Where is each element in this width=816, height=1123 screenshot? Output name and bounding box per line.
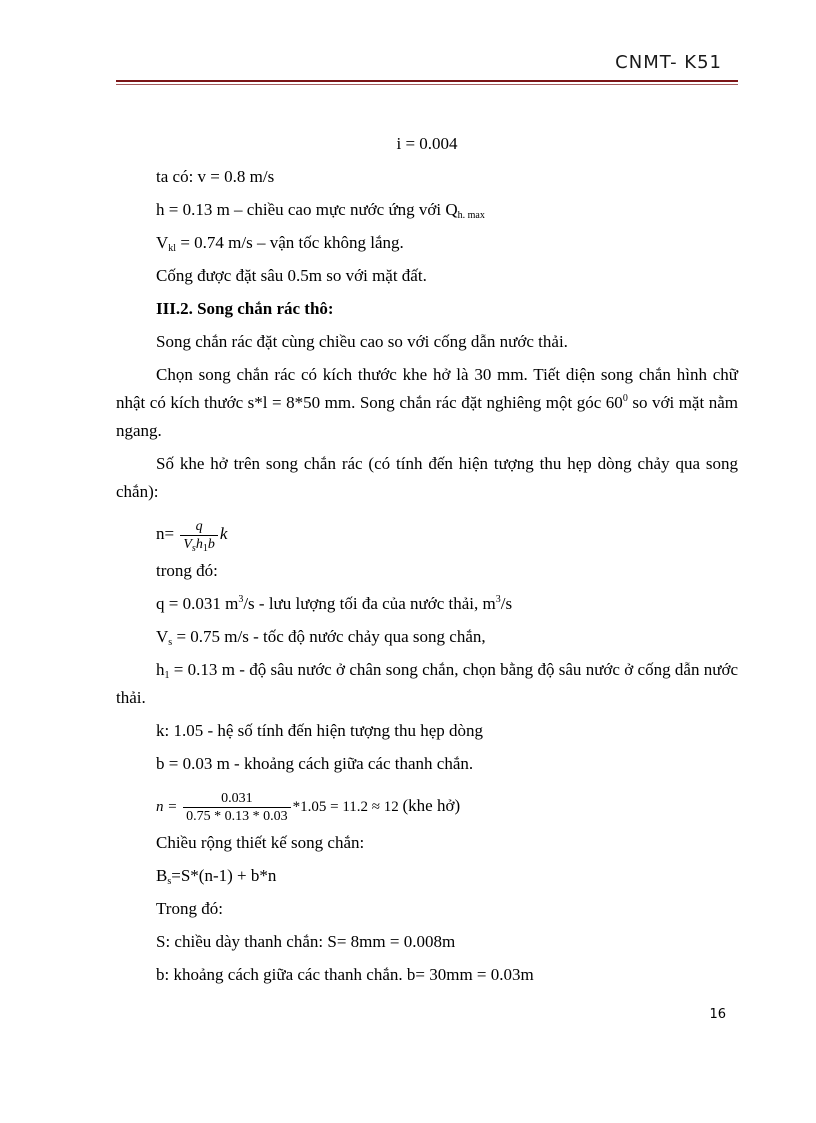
flow-sup-2: 3 [495, 594, 501, 605]
den-h-sub: 1 [202, 542, 208, 554]
vkl-sub: kl [168, 243, 177, 254]
formula-result [116, 783, 738, 829]
h1-line [116, 656, 738, 712]
formula-result-note: (khe hở) [402, 796, 461, 815]
water-depth-text: h = 0.13 m – chiều cao mực nước ứng với Q [156, 200, 458, 219]
formula-result-numerator: 0.031 [183, 790, 291, 808]
bs-expression: =S*(n-1) + b*n [171, 866, 277, 885]
formula-gaps-lhs: n= [156, 524, 175, 543]
b2-line: b: khoảng cách giữa các thanh chắn. b= 30mm = 0.03m [156, 965, 534, 984]
formula-gaps [116, 511, 738, 557]
header-rule [116, 80, 738, 82]
bs-sub: s [167, 876, 172, 887]
water-depth-sub: h. max [457, 210, 485, 221]
no-settle-velocity-line [116, 229, 738, 257]
flow-rate-text: q = 0.031 m [156, 594, 239, 613]
flow-rate-desc: /s - lưu lượng tối đa của nước thải, m [243, 594, 496, 613]
den-b: b [207, 536, 215, 552]
h1-sub: 1 [164, 670, 170, 681]
h1-symbol: h [156, 660, 165, 679]
den-v: V [183, 536, 192, 552]
paragraph-1: Song chắn rác đặt cùng chiều cao so với cống dẫn nước thải. [156, 332, 568, 351]
velocity-line: ta có: v = 0.8 m/s [156, 167, 275, 186]
bs-symbol: B [156, 866, 168, 885]
flow-sup-1: 3 [238, 594, 244, 605]
formula-result-lhs: n = [156, 799, 178, 815]
vs-sub: s [168, 637, 173, 648]
paragraph-2 [116, 361, 738, 445]
slope-line: i = 0.004 [396, 134, 458, 153]
formula-gaps-k: k [219, 524, 228, 543]
paragraph-3: Số khe hở trên song chắn rác (có tính đến hiện tượng thu hẹp dòng chảy qua song chắn): [116, 454, 738, 501]
formula-result-denominator: 0.75 * 0.13 * 0.03 [186, 809, 288, 825]
formula-result-fraction [183, 790, 291, 825]
paragraph-2-text: Chọn song chắn rác có kích thước khe hở là 30 mm. Tiết diện song chắn hình chữ nhật có kích thước s*l = 8*50 mm. Song chắn rác đặt nghiêng một góc 60 [116, 365, 738, 412]
vs-text: = 0.75 m/s - tốc độ nước chảy qua song chắn, [172, 627, 486, 646]
pipe-depth-line: Cống được đặt sâu 0.5m so với mặt đất. [156, 266, 427, 285]
h1-text: = 0.13 m - độ sâu nước ở chân song chắn, chọn bằng độ sâu nước ở cống dẫn nước thải. [116, 660, 738, 707]
formula-gaps-fraction [180, 518, 217, 553]
k-line: k: 1.05 - hệ số tính đến hiện tượng thu hẹp dòng [156, 721, 484, 740]
formula-result-rhs: *1.05 = 11.2 ≈ 12 [292, 799, 399, 815]
paragraph-2-end: so với mặt nằm ngang. [116, 393, 738, 440]
degree-sup: 0 [622, 393, 628, 404]
b-line: b = 0.03 m - khoảng cách giữa các thanh chắn. [156, 754, 474, 773]
s-line: S: chiều dày thanh chắn: S= 8mm = 0.008m [156, 932, 456, 951]
water-depth-line [116, 196, 738, 224]
vs-line [116, 623, 738, 651]
flow-rate-unit: /s [500, 594, 513, 613]
where-label: trong đó: [156, 561, 218, 580]
flow-rate-line [116, 590, 738, 618]
vkl-text: = 0.74 m/s – vận tốc không lắng. [176, 233, 404, 252]
formula-gaps-numerator: q [195, 518, 203, 534]
vkl-symbol: V [156, 233, 169, 252]
header-rule-thin [116, 84, 738, 85]
den-v-sub: s [191, 542, 196, 554]
width-title: Chiều rộng thiết kế song chắn: [156, 833, 365, 852]
trong-do-label: Trong đó: [156, 899, 223, 918]
page-number: 16 [709, 1007, 726, 1022]
page-body [116, 130, 738, 994]
bs-formula [116, 862, 738, 890]
den-h: h [195, 536, 203, 552]
header-title: CNMT- K51 [615, 52, 722, 73]
section-heading: III.2. Song chắn rác thô: [156, 299, 334, 318]
vs-symbol: V [156, 627, 169, 646]
